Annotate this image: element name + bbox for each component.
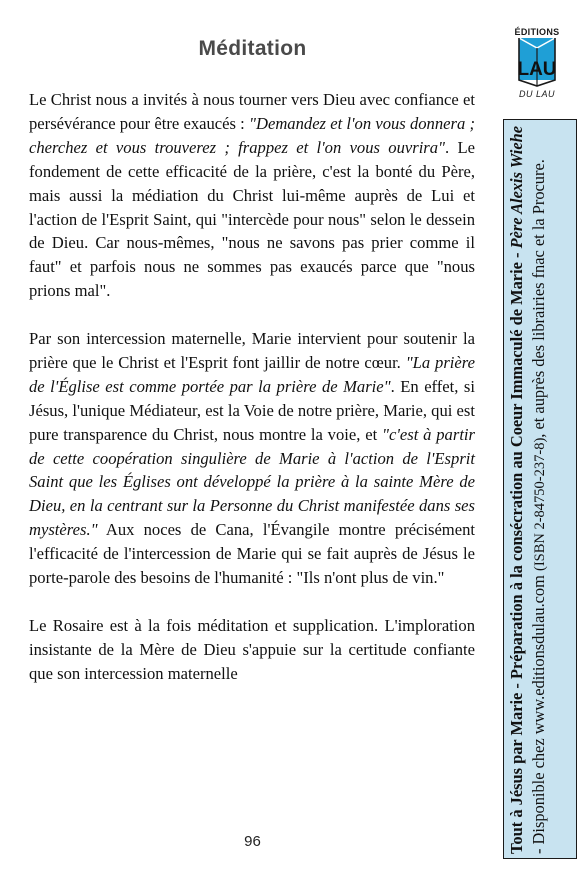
body-text [29, 88, 475, 686]
paragraph-text: Le Christ nous a invités à nous tourner vers Dieu avec confiance et persévérance pour être exaucés : [29, 90, 475, 133]
page-number: 96 [244, 833, 261, 850]
body-paragraph [29, 614, 475, 686]
logo-top-text: ÉDITIONS [514, 27, 560, 37]
logo-bottom-text: DU LAU [518, 89, 556, 99]
book-retailers: , et auprès des librairies fnac et la Procure. [529, 159, 548, 438]
book-isbn: (ISBN 2-84750-237-8) [532, 437, 548, 572]
body-paragraph [29, 88, 475, 303]
quotation-text: "c'est à partir de cette coopération singulière de Marie à l'action de l'Esprit Saint que les Églises ont développé la prière à la sainte Mère de Dieu, en la centrant sur la Personne du Christ manifestée dans ses mystères." [29, 424, 475, 540]
page-title: Méditation [198, 37, 307, 60]
book-author: Père Alexis Wiehe [507, 126, 526, 249]
quotation-text: "Demandez et l'on vous donnera ; cherchez et vous trouverez ; frappez et l'on vous ouvrira" [29, 113, 475, 157]
logo-mark-text: LAU [517, 59, 557, 80]
book-title: Tout à Jésus par Marie - Préparation à la consécration au Coeur Immaculé de Marie - [507, 252, 526, 854]
paragraph-text: . En effet, si Jésus, l'unique Médiateur, est la Voie de notre prière, Marie, qui est pure transparence du Christ, nous montre la voie, et [29, 376, 475, 444]
paragraph-text: . Le fondement de cette efficacité de la prière, c'est la bonté du Père, mais aussi la médiation du Christ lui-même auprès de Lui et l'action de l'Esprit Saint, qui "intercède pour nous" selon le dessein de Dieu. Car nous-mêmes, "nous ne savons pas prier comme il faut" et parfois nous ne sommes pas exaucés parce que "nous prions mal". [29, 137, 475, 301]
book-availability: - Disponible chez www.editionsdulau.com [529, 571, 548, 854]
body-paragraph [29, 327, 475, 590]
paragraph-text: Le Rosaire est à la fois méditation et supplication. L'imploration insistante de la Mère de Dieu s'appuie sur la certitude confiante que son intercession maternelle [29, 615, 475, 683]
book-info-panel [503, 119, 577, 859]
quotation-text: "La prière de l'Église est comme portée par la prière de Marie" [29, 352, 475, 396]
publisher-logo [505, 24, 569, 100]
paragraph-text: Aux noces de Cana, l'Évangile montre précisément l'efficacité de l'intercession de Marie qui se fait auprès de Jésus le porte-parole des besoins de l'humanité : "Ils n'ont plus de vin." [29, 520, 475, 588]
paragraph-text: Par son intercession maternelle, Marie intervient pour soutenir la prière que le Christ et l'Esprit font jaillir de notre cœur. [29, 329, 475, 372]
book-info-text [504, 120, 577, 859]
